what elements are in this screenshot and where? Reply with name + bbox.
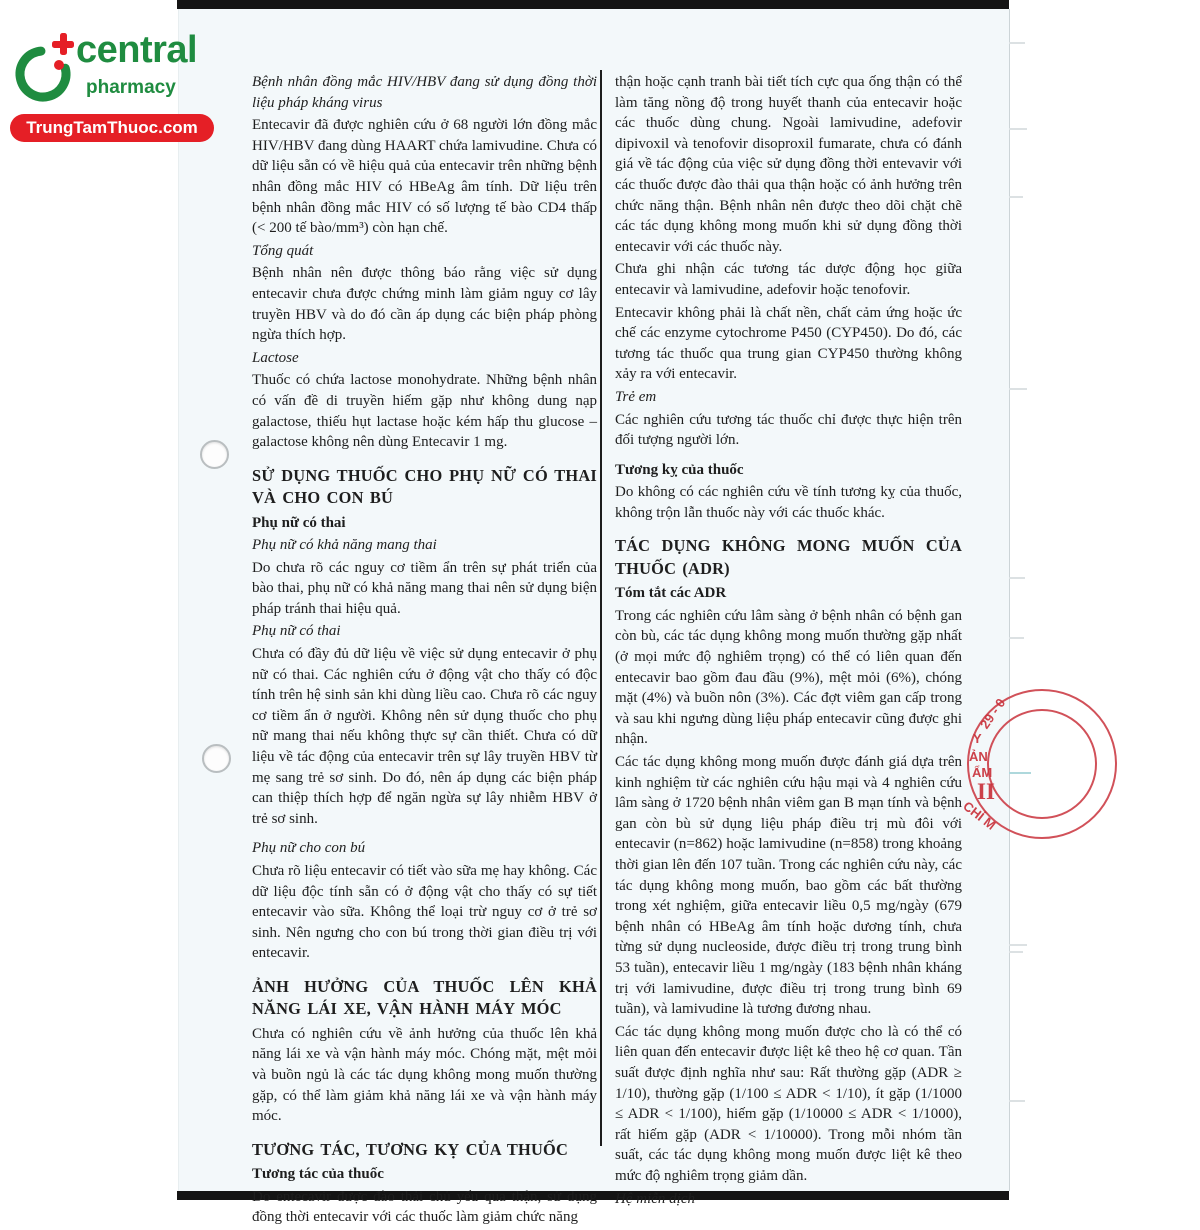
scan-artifact (1009, 577, 1025, 579)
sub-heading: Phụ nữ có thai (252, 514, 346, 531)
paragraph: Do chưa rõ các nguy cơ tiềm ẩn trên sự phát triển của bào thai, phụ nữ có khả năng mang thai nên sử dụng biện pháp tránh thai hiệu quả. (252, 559, 597, 617)
sub-heading: Tương kỵ của thuốc (615, 461, 744, 478)
paragraph: Các nghiên cứu tương tác thuốc chỉ được thực hiện trên đối tượng người lớn. (615, 411, 962, 449)
paragraph: Entecavir không phải là chất nền, chất cảm ứng hoặc ức chế các enzyme cytochrome P450 (CYP450). Do đó, các tương tác thuốc qua trung gian CYP450 thường không xảy ra với entecavir. (615, 304, 962, 383)
section-heading: TƯƠNG TÁC, TƯƠNG KỴ CỦA THUỐC (252, 1139, 569, 1159)
stamp-text-fragment: Y (973, 731, 982, 746)
punch-hole (202, 744, 231, 773)
column-divider (600, 70, 602, 1146)
scan-artifact (1009, 388, 1027, 390)
paragraph: Trong các nghiên cứu lâm sàng ở bệnh nhân có bệnh gan còn bù, các tác dụng không mong muốn thường gặp nhất (ở mọi mức độ nghiêm trọng) có thể có liên quan đến entecavir bao gồm đau đầu (9%), mệt mỏi (6%), chóng mặt (4%) và buồn nôn (3%). Các đợt viêm gan cấp trong và sau khi ngưng dùng liệu pháp entecavir cũng được ghi nhận. (615, 607, 962, 748)
logo-brand-text: central (76, 29, 198, 71)
scan-artifact (1009, 128, 1027, 130)
italic-heading: Trẻ em (615, 388, 657, 405)
pharmacy-logo (10, 31, 245, 149)
right-column (615, 72, 962, 1211)
scan-artifact (1009, 196, 1023, 198)
paragraph: Do entecavir được đào thải chủ yếu qua thận, sử dụng đồng thời entecavir với các thuốc làm giảm chức năng (252, 1188, 597, 1226)
logo-website-text: TrungTamThuoc.com (26, 118, 198, 137)
paragraph: Entecavir đã được nghiên cứu ở 68 người lớn đồng mắc HIV/HBV đang dùng HAART chứa lamivudine. Chưa có dữ liệu sẵn có về hiệu quả của entecavir trên những bệnh nhân đồng mắc HIV có HBeAg âm tính. Dữ liệu trên bệnh nhân đồng mắc HIV có số lượng tế bào CD4 thấp (< 200 tế bào/mm³) còn hạn chế. (252, 117, 597, 237)
logo-website-badge (10, 114, 214, 142)
stamp-inner-ring (987, 709, 1097, 819)
scan-artifact (1009, 951, 1023, 953)
section-heading: TÁC DỤNG KHÔNG MONG MUỐN CỦA THUỐC (ADR) (615, 536, 962, 578)
italic-heading: Phụ nữ có thai (252, 623, 341, 640)
section-heading: ẢNH HƯỞNG CỦA THUỐC LÊN KHẢ NĂNG LÁI XE, VẬN HÀNH MÁY MÓC (252, 976, 597, 1019)
paragraph: thận hoặc cạnh tranh bài tiết tích cực qua ống thận có thể làm tăng nồng độ trong huyết thanh của entecavir hoặc các thuốc dùng chung. Ngoài lamivudine, adefovir dipivoxil và tenofovir disoproxil fumarate, chưa có đánh giá về tác động của việc sử dụng đồng thời entevavir với các thuốc được đào thải qua thận hoặc có ảnh hưởng trên chức năng thận. Bệnh nhân nên được theo dõi chặt chẽ các tác dụng không mong muốn khi sử dụng đồng thời entecavir với các thuốc này. (615, 74, 962, 255)
stamp-text-fragment: CHỈ M (960, 798, 999, 833)
logo-tagline-text: pharmacy (86, 77, 176, 98)
paragraph: Chưa có nghiên cứu về ảnh hưởng của thuốc lên khả năng lái xe và vận hành máy móc. Chóng mặt, mệt mỏi và buồn ngủ là các tác dụng không mong muốn thường gặp, có thể làm giảm khả năng lái xe và vận hành máy móc. (252, 1025, 597, 1125)
scan-artifact (1009, 772, 1031, 774)
scan-artifact (1009, 637, 1024, 639)
punch-hole (200, 440, 229, 469)
stamp-text-fragment: 29 - 0 (976, 695, 1009, 732)
paragraph: Chưa có đầy đủ dữ liệu về việc sử dụng entecavir ở phụ nữ có thai. Các nghiên cứu ở động vật cho thấy có độc tính trên hệ sinh sản khi dùng liều cao. Chưa rõ các nguy cơ tiềm ẩn ở người. Không nên sử dụng thuốc cho phụ nữ mang thai nếu không thực sự cần thiết. Chưa có dữ liệu về tác động của entecavir trên sự lây truyền HBV từ mẹ sang trẻ sơ sinh. Do đó, nên áp dụng các biện pháp can thiệp thích hợp để ngăn ngừa sự lây nhiễm HBV ở trẻ sơ sinh. (252, 646, 597, 827)
paragraph: Bệnh nhân nên được thông báo rằng việc sử dụng entecavir chưa được chứng minh làm giảm nguy cơ lây truyền HBV và do đó cần áp dụng các biện pháp phòng ngừa thích hợp. (252, 265, 597, 344)
stamp-text-fragment: ẨM (972, 765, 993, 780)
paragraph: Các tác dụng không mong muốn được đánh giá dựa trên kinh nghiệm từ các nghiên cứu hậu mại và 4 nghiên cứu lâm sàng ở 1720 bệnh nhân viêm gan B mạn tính và bệnh gan còn bù sử dụng liệu pháp điều trị mù đôi với entecavir (n=862) hoặc lamivudine (n=858) trong khoảng thời gian lên đến 107 tuần. Trong các nghiên cứu này, các tác dụng không mong muốn, bao gồm các bất thường trong xét nghiệm, giữa entecavir liều 0,5 mg/ngày (679 bệnh nhân có HBeAg âm tính hoặc dương tính, chưa từng sử dụng nucleoside, được điều trị trong trung bình 53 tuần), entecavir liều 1 mg/ngày (183 bệnh nhân kháng trị với lamivudine, được điều trị trong trung bình 69 tuần), và lamivudine là tương đương nhau. (615, 754, 962, 1018)
paragraph: Các tác dụng không mong muốn được cho là có thể có liên quan đến entecavir được liệt kê theo hệ cơ quan. Tần suất được định nghĩa như sau: Rất thường gặp (ADR ≥ 1/10), thường gặp (1/100 ≤ ADR < 1/10), ít gặp (1/1000 ≤ ADR < 1/100), hiếm gặp (1/10000 ≤ ADR < 1/1000), rất hiếm gặp (ADR < 1/10000). Trong mỗi nhóm tần suất, các tác dụng không mong muốn được liệt kê theo mức độ nghiêm trọng giảm dần. (615, 1023, 962, 1184)
italic-heading: Phụ nữ cho con bú (252, 840, 366, 857)
paragraph: Thuốc có chứa lactose monohydrate. Những bệnh nhân có vấn đề di truyền hiếm gặp như không dung nạp galactose, thiếu hụt lactase hoặc kém hấp thu glucose – galactose không nên dùng Entecavir 1 mg. (252, 372, 597, 451)
paragraph: Do không có các nghiên cứu về tính tương kỵ của thuốc, không trộn lẫn thuốc này với các thuốc khác. (615, 484, 962, 521)
scan-edge-top (177, 0, 1009, 9)
logo-dot-icon (54, 60, 64, 70)
section-heading: SỬ DỤNG THUỐC CHO PHỤ NỮ CÓ THAI VÀ CHO CON BÚ (252, 465, 597, 508)
sub-heading: Tương tác của thuốc (252, 1166, 384, 1183)
plus-icon (52, 33, 74, 55)
stamp-text-fragment: ẢN (969, 749, 988, 764)
paragraph: Chưa ghi nhận các tương tác dược động học giữa entecavir và lamivudine, adefovir hoặc tenofovir. (615, 261, 962, 298)
sub-heading: Tóm tắt các ADR (615, 585, 727, 602)
stamp-roman-numeral: II (977, 779, 995, 804)
scan-artifact (1009, 944, 1027, 946)
italic-heading: Hệ miễn dịch (615, 1190, 695, 1207)
leaflet-paper (178, 9, 1010, 1226)
italic-heading: Bệnh nhân đồng mắc HIV/HBV đang sử dụng đồng thời liệu pháp kháng virus (252, 74, 597, 111)
italic-heading: Phụ nữ có khả năng mang thai (252, 537, 437, 554)
paragraph: Chưa rõ liệu entecavir có tiết vào sữa mẹ hay không. Các dữ liệu độc tính sẵn có ở động vật cho thấy có sự tiết entecavir vào sữa. Không thể loại trừ nguy cơ ở trẻ sơ sinh. Nên ngưng cho con bú trong thời gian điều trị với entecavir. (252, 863, 597, 962)
italic-heading: Tổng quát (252, 242, 314, 259)
italic-heading: Lactose (252, 349, 299, 366)
left-column (252, 72, 597, 1230)
scan-artifact (1009, 42, 1025, 44)
scan-artifact (1009, 1100, 1025, 1102)
